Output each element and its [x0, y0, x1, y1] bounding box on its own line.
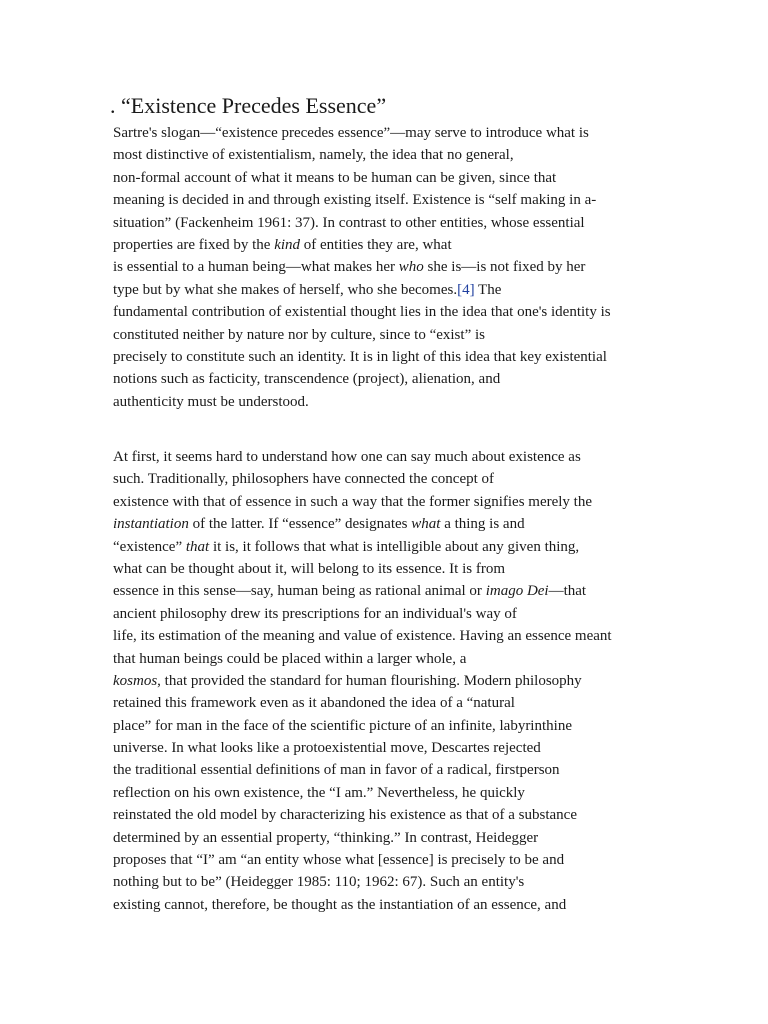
- text-run: At first, it seems hard to understand how one can say much about existence as: [113, 449, 581, 465]
- text-run: universe. In what looks like a protoexistential move, Descartes rejected: [113, 740, 541, 757]
- text-line: [113, 468, 612, 490]
- text-line: [113, 324, 611, 346]
- text-run: fundamental contribution of existential thought lies in the idea that one's identity is: [113, 304, 611, 321]
- emphasized-text: who: [398, 259, 424, 276]
- section-title: . “Existence Precedes Essence”: [110, 93, 387, 118]
- text-line: [113, 648, 612, 670]
- text-line: [113, 234, 611, 256]
- text-run: such. Traditionally, philosophers have connected the concept of: [113, 471, 495, 488]
- text-run: a thing is and: [440, 516, 525, 533]
- text-line: [113, 189, 611, 211]
- text-line: [113, 827, 612, 849]
- text-run: type but by what she makes of herself, who she becomes.: [113, 281, 458, 298]
- text-line: [113, 737, 612, 759]
- text-run: the traditional essential definitions of man in favor of a radical, firstperson: [113, 762, 560, 779]
- emphasized-text: what: [411, 516, 441, 533]
- text-line: [113, 670, 612, 692]
- text-line: [113, 391, 611, 413]
- text-line: [113, 491, 612, 513]
- text-run: situation” (Fackenheim 1961: 37). In contrast to other entities, whose essential: [113, 214, 585, 231]
- text-run: Sartre's slogan—“existence precedes essence”—may serve to introduce what is: [113, 125, 589, 141]
- text-line: [113, 212, 611, 234]
- text-run: precisely to constitute such an identity. It is in light of this idea that key existential: [113, 348, 607, 365]
- text-run: meaning is decided in and through existing itself. Existence is “self making in a-: [113, 192, 597, 209]
- text-run: most distinctive of existentialism, namely, the idea that no general,: [113, 147, 514, 164]
- text-run: The: [474, 281, 502, 298]
- text-line: [113, 167, 611, 189]
- text-run: she is—is not fixed by her: [423, 259, 586, 276]
- text-run: what can be thought about it, will belong to its essence. It is from: [113, 560, 506, 577]
- text-run: reinstated the old model by characterizing his existence as that of a substance: [113, 807, 577, 824]
- text-line: [113, 256, 611, 278]
- text-run: retained this framework even as it abandoned the idea of a “natural: [113, 695, 515, 712]
- text-run: properties are fixed by the: [113, 236, 275, 253]
- text-line: [113, 692, 612, 714]
- emphasized-text: kosmos: [113, 672, 158, 689]
- text-run: of the latter. If “essence” designates: [188, 516, 412, 533]
- text-run: is essential to a human being—what makes her: [113, 259, 399, 276]
- text-run: non-formal account of what it means to be human can be given, since that: [113, 169, 557, 186]
- text-run: , that provided the standard for human flourishing. Modern philosophy: [157, 672, 582, 689]
- text-line: [113, 346, 611, 368]
- text-line: [113, 536, 612, 558]
- text-run: authenticity must be understood.: [113, 393, 309, 410]
- text-line: [113, 759, 612, 781]
- text-run: notions such as facticity, transcendence (project), alienation, and: [113, 371, 501, 388]
- text-run: —that: [548, 583, 587, 600]
- text-line: [113, 122, 611, 144]
- paragraph-2: [113, 446, 612, 916]
- emphasized-text: that: [185, 538, 210, 555]
- text-line: [113, 894, 612, 916]
- text-run: place” for man in the face of the scientific picture of an infinite, labyrinthine: [113, 717, 572, 734]
- text-line: [113, 849, 612, 871]
- text-line: [113, 625, 612, 647]
- text-line: [113, 603, 612, 625]
- text-line: [113, 580, 612, 602]
- text-line: [113, 446, 612, 468]
- text-run: it is, it follows that what is intelligible about any given thing,: [209, 538, 580, 555]
- text-run: of entities they are, what: [300, 236, 452, 253]
- text-run: existence with that of essence in such a way that the former signifies merely the: [113, 493, 593, 510]
- text-line: [113, 368, 611, 390]
- footnote-reference-link[interactable]: [4]: [457, 281, 475, 298]
- text-line: [113, 871, 612, 893]
- text-run: determined by an essential property, “thinking.” In contrast, Heidegger: [113, 829, 539, 846]
- emphasized-text: kind: [274, 236, 301, 253]
- text-line: [113, 558, 612, 580]
- emphasized-text: instantiation: [113, 516, 189, 533]
- text-run: reflection on his own existence, the “I am.” Nevertheless, he quickly: [113, 784, 525, 801]
- text-run: essence in this sense—say, human being as rational animal or: [113, 583, 486, 600]
- text-run: life, its estimation of the meaning and value of existence. Having an essence meant: [113, 628, 612, 645]
- text-line: [113, 715, 612, 737]
- text-run: existing cannot, therefore, be thought as the instantiation of an essence, and: [113, 896, 567, 913]
- text-line: [113, 144, 611, 166]
- text-line: [113, 301, 611, 323]
- text-run: that human beings could be placed within a larger whole, a: [113, 650, 467, 667]
- text-line: [113, 279, 611, 301]
- text-line: [113, 513, 612, 535]
- text-line: [113, 782, 612, 804]
- text-run: “existence”: [113, 538, 186, 555]
- text-run: nothing but to be” (Heidegger 1985: 110; 1962: 67). Such an entity's: [113, 874, 525, 891]
- text-run: constituted neither by nature nor by culture, since to “exist” is: [113, 326, 485, 343]
- text-run: ancient philosophy drew its prescriptions for an individual's way of: [113, 605, 517, 622]
- paragraph-1: [113, 122, 611, 413]
- text-line: [113, 804, 612, 826]
- text-run: proposes that “I” am “an entity whose what [essence] is precisely to be and: [113, 852, 565, 869]
- emphasized-text: imago Dei: [485, 583, 549, 600]
